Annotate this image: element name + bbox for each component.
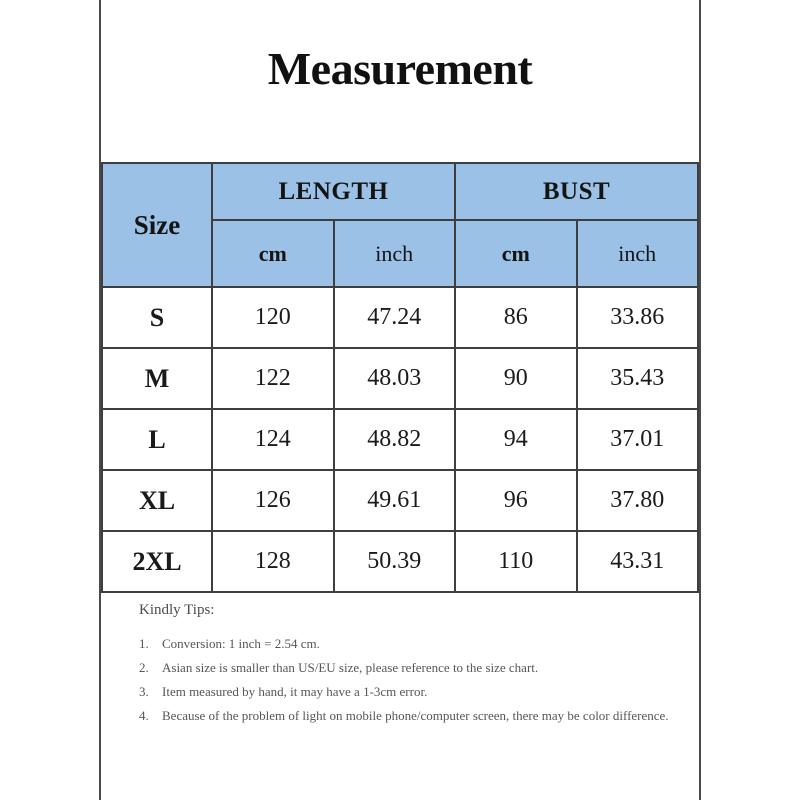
cell-bust-inch: 37.01 — [577, 409, 699, 470]
tips-item-number: 2. — [139, 660, 149, 676]
tips-item — [139, 681, 679, 702]
tips-item-text: Item measured by hand, it may have a 1-3cm error. — [162, 684, 428, 700]
size-chart-table-wrapper — [101, 162, 699, 593]
tips-item-number: 3. — [139, 684, 149, 700]
cell-size: M — [102, 348, 212, 409]
page-title: Measurement — [267, 43, 533, 94]
cell-bust-inch: 37.80 — [577, 470, 699, 531]
table-row — [102, 531, 698, 592]
size-chart-table — [101, 162, 699, 593]
tips-item-text: Because of the problem of light on mobile phone/computer screen, there may be color difference. — [162, 708, 669, 724]
cell-length-cm: 120 — [212, 287, 334, 348]
header-bust-cm: cm — [455, 220, 577, 287]
table-header-row-groups — [102, 163, 698, 220]
cell-length-inch: 47.24 — [334, 287, 456, 348]
header-group-length: LENGTH — [212, 163, 455, 220]
cell-size: L — [102, 409, 212, 470]
tips-item — [139, 657, 679, 678]
cell-bust-cm: 86 — [455, 287, 577, 348]
header-length-inch: inch — [334, 220, 456, 287]
cell-bust-inch: 33.86 — [577, 287, 699, 348]
tips-item-number: 1. — [139, 636, 149, 651]
cell-bust-inch: 35.43 — [577, 348, 699, 409]
kindly-tips-section — [139, 602, 679, 729]
table-header — [102, 163, 698, 287]
cell-bust-cm: 110 — [455, 531, 577, 592]
table-row — [102, 287, 698, 348]
cell-size: S — [102, 287, 212, 348]
tips-item-number: 4. — [139, 708, 149, 724]
measurement-card — [101, 0, 699, 800]
cell-length-cm: 126 — [212, 470, 334, 531]
tips-item-text: Conversion: 1 inch = 2.54 cm. — [162, 636, 320, 651]
cell-bust-cm: 94 — [455, 409, 577, 470]
tips-heading: Kindly Tips: — [139, 602, 215, 618]
table-body — [102, 287, 698, 592]
cell-length-cm: 124 — [212, 409, 334, 470]
table-row — [102, 470, 698, 531]
tips-item — [139, 705, 679, 726]
tips-item-text: Asian size is smaller than US/EU size, please reference to the size chart. — [162, 660, 539, 676]
cell-length-cm: 128 — [212, 531, 334, 592]
tips-item — [139, 633, 679, 654]
header-bust-inch: inch — [577, 220, 699, 287]
cell-length-inch: 48.82 — [334, 409, 456, 470]
cell-length-cm: 122 — [212, 348, 334, 409]
cell-length-inch: 48.03 — [334, 348, 456, 409]
tips-list — [139, 633, 679, 726]
cell-length-inch: 50.39 — [334, 531, 456, 592]
table-row — [102, 409, 698, 470]
table-row — [102, 348, 698, 409]
header-length-cm: cm — [212, 220, 334, 287]
cell-bust-cm: 90 — [455, 348, 577, 409]
cell-size: 2XL — [102, 531, 212, 592]
cell-length-inch: 49.61 — [334, 470, 456, 531]
cell-bust-inch: 43.31 — [577, 531, 699, 592]
page-right-rule — [699, 0, 701, 800]
cell-size: XL — [102, 470, 212, 531]
header-group-bust: BUST — [455, 163, 698, 220]
header-size: Size — [102, 163, 212, 287]
cell-bust-cm: 96 — [455, 470, 577, 531]
